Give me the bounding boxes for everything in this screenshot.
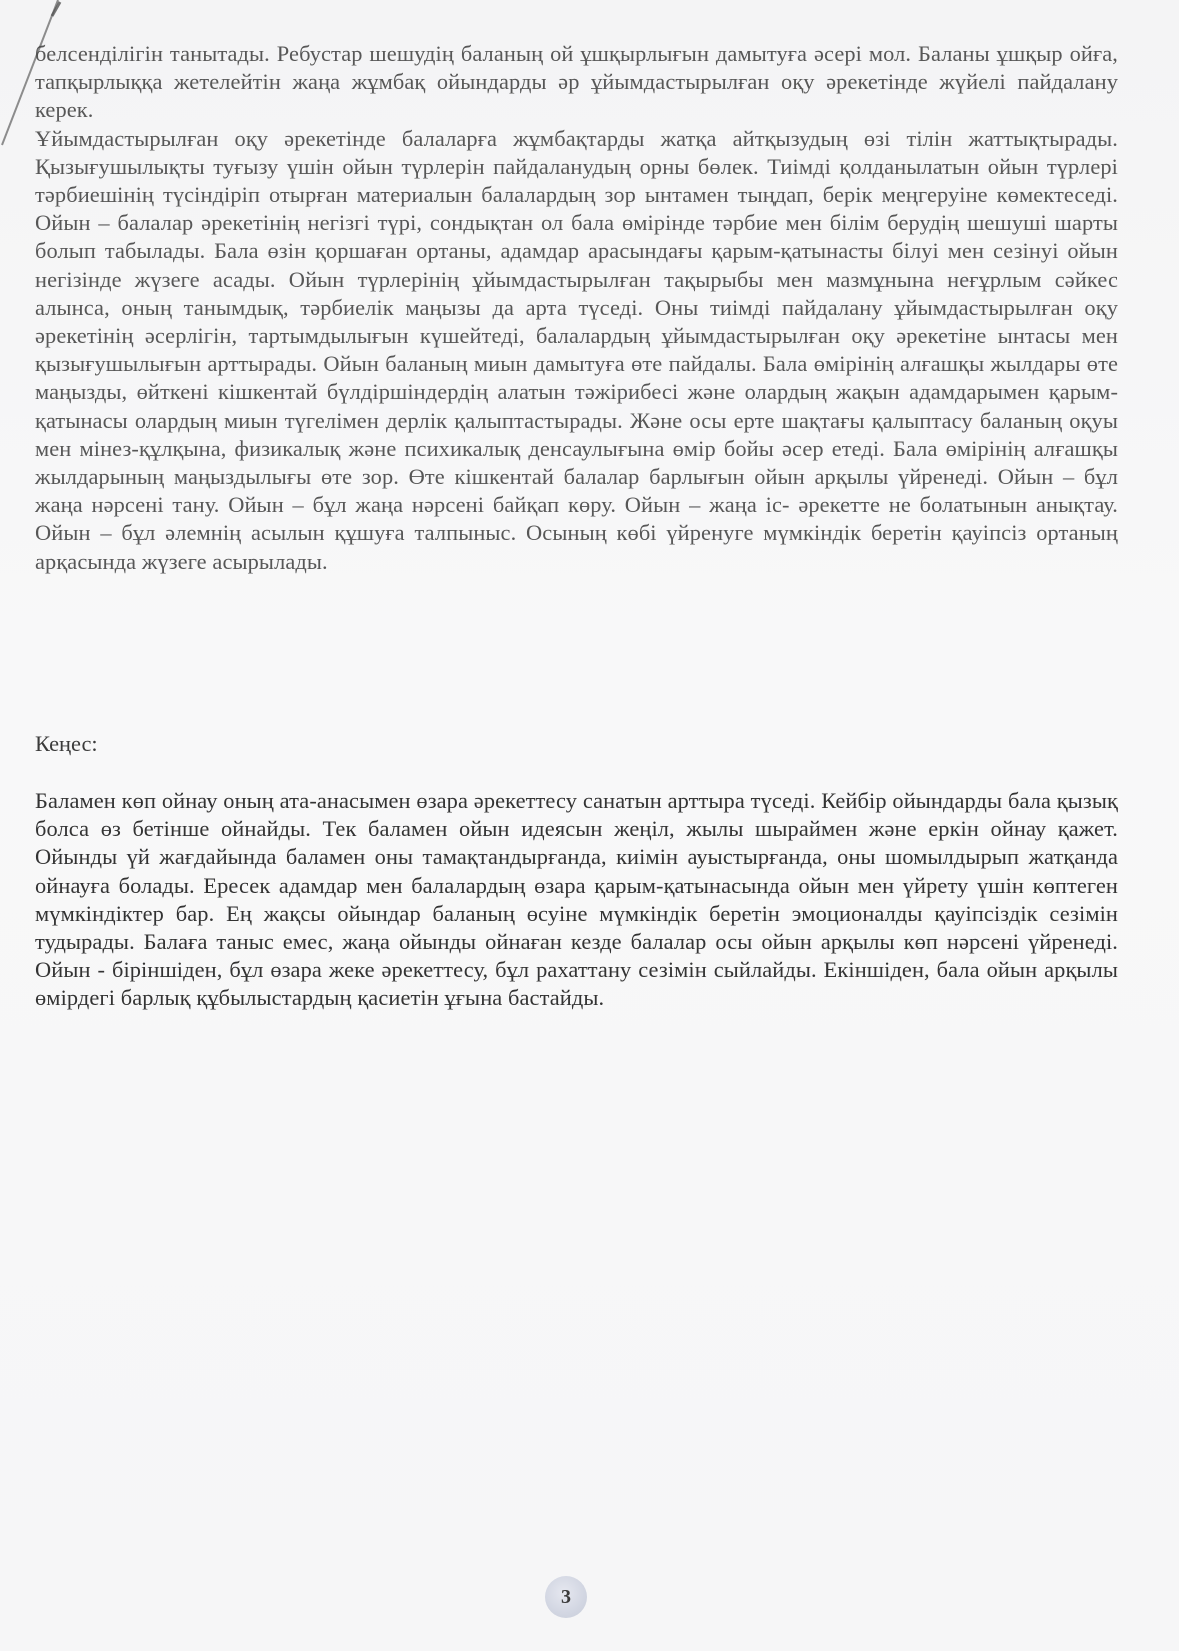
intro-paragraph-2: Ұйымдастырылған оқу әрекетінде балаларға жұмбақтарды жатқа айтқызудың өзі тілін жаттықтырады. Қызығушылықты туғызу үшін ойын түрлерін пайдаланудың орны бөлек. Тиімді қолданылатын ойын түрлері тәрбиешінің түсіндіріп отырған материалын балалардың зор ынтамен тыңдап, берік меңгеруіне көмектеседі. Ойын – балалар әрекетінің негізгі түрі, сондықтан ол бала өмірінде тәрбие мен білім берудің шешуші шарты болып табылады. Бала өзін қоршаған ортаны, адамдар арасындағы қарым-қатынасты білуі мен сезінуі ойын негізінде жүзеге асады. Ойын түрлерінің ұйымдастырылған тақырыбы мен мазмұнына неғұрлым сәйкес алынса, оның танымдық, тәрбиелік маңызы да арта түседі. Оны тиімді пайдалану ұйымдастырылған оқу әрекетінің әсерлігін, тартымдылығын күшейтеді, балалардың ұйымдастырылған оқу әрекетіне ынтасы мен қызығушылығын арттырады. Ойын баланың миын дамытуға өте пайдалы. Бала өмірінің алғашқы жылдары өте маңызды, өйткені кішкентай бүлдіршіндердің алатын тәжірибесі және олардың жақын адамдарымен қарым-қатынасы олардың миын түгелімен дерлік қалыптастырады. Және осы ерте шақтағы қалыптасу баланың оқуы мен мінез-құлқына, физикалық және психикалық денсаулығына өмір бойы әсер етеді. Бала өмірінің алғашқы жылдарының маңыздылығы өте зор. Өте кішкентай балалар барлығын ойын арқылы үйренеді. Ойын – бұл жаңа нәрсені тану. Ойын – бұл жаңа нәрсені байқап көру. Ойын – жаңа іс- әрекетте не болатынын анықтау. Ойын – бұл әлемнің асылын құшуға талпыныс. Осының көбі үйренуге мүмкіндік беретін қауіпсіз ортаның арқасында жүзеге асырылады. bbox=[35, 125, 1118, 574]
page-number-badge bbox=[545, 1576, 587, 1618]
intro-paragraph-1: белсенділігін танытады. Ребустар шешудің баланың ой ұшқырлығын дамытуға әсері мол. Баланы ұшқыр ойға, тапқырлыққа жетелейтін жаңа жұмбақ ойындарды әр ұйымдастырылған оқу әрекетінде жүйелі пайдалану керек. bbox=[35, 41, 1118, 123]
advice-paragraph: Баламен көп ойнау оның ата-анасымен өзара әрекеттесу санатын арттыра түседі. Кейбір ойындарды бала қызық болса өз бетінше ойнайды. Тек баламен ойын идеясын жеңіл, жылы шыраймен және еркін ойнау қажет. Ойынды үй жағдайында баламен оны тамақтандырғанда, киімін ауыстырғанда, оны шомылдырып жатқанда ойнауға болады. Ересек адамдар мен балалардың өзара қарым-қатынасында ойын мен үйрету үшін көптеген мүмкіндіктер бар. Ең жақсы ойындар баланың өсуіне мүмкіндік беретін эмоционалды қауіпсіздік сезімін тудырады. Балаға таныс емес, жаңа ойынды ойнаған кезде балалар осы ойын арқылы көп нәрсені үйренеді. Ойын - біріншіден, бұл өзара жеке әрекеттесу, бұл рахаттану сезімін сыйлайды. Екіншіден, бала ойын арқылы өмірдегі барлық құбылыстардың қасиетін ұғына бастайды. bbox=[35, 788, 1118, 1011]
page-number-label: 3 bbox=[561, 1585, 571, 1608]
advice-text-section bbox=[35, 787, 1118, 1013]
intro-text-section bbox=[35, 40, 1118, 576]
advice-heading: Кеңес: bbox=[35, 731, 98, 756]
